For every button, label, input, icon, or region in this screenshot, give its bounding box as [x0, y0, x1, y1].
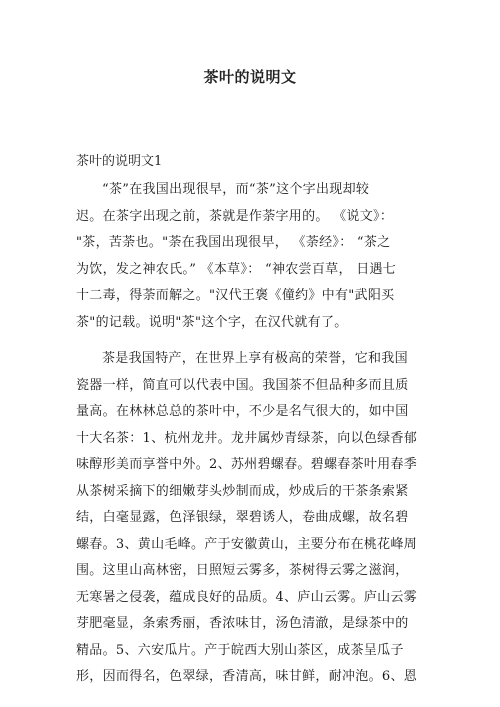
text-line: 茶"的记载。说明"茶"这个字，在汉代就有了。: [76, 314, 348, 330]
text-line: 芽肥毫显，条索秀丽，香浓味甘，汤色清澈，是绿茶中的: [76, 616, 409, 631]
paragraph-1: [76, 177, 428, 336]
document-body: [76, 177, 428, 691]
paragraph-2: [76, 346, 428, 691]
text-line: 十二毒，得荼而解之。"汉代王褒《僮约》中有"武阳买: [76, 288, 395, 303]
document-title: 茶叶的说明文: [203, 68, 297, 86]
text-line: 从茶树采摘下的细嫩芽头炒制而成，炒成后的干茶条索紧: [76, 483, 409, 499]
text-line: 瓷器一样，简直可以代表中国。我国茶不但品种多而且质: [76, 377, 409, 393]
text-line: 形，因而得名，色翠绿，香清高，味甘鲜，耐冲泡。6、恩: [76, 669, 418, 684]
text-line: 结，白毫显露，色泽银绿，翠碧诱人，卷曲成螺，故名碧: [76, 510, 409, 525]
text-line: 量高。在林林总总的茶叶中，不少是名气很大的，如中国: [76, 404, 409, 419]
text-line: "茶，苦荼也。"荼在我国出现很早， 《荼经》： “茶之: [76, 235, 391, 250]
text-line: 十大名茶：1、杭州龙井。龙井属炒青绿茶，向以色绿香郁: [76, 430, 418, 446]
text-line: 茶是我国特产，在世界上享有极高的荣誉，它和我国: [102, 351, 408, 366]
text-line: 迟。在茶字出现之前，茶就是作荼字用的。 《说文》：: [76, 208, 394, 224]
section-title: 茶叶的说明文1: [76, 154, 163, 169]
text-line: 味醇形美而享誉中外。2、苏州碧螺春。碧螺春茶叶用春季: [76, 457, 418, 472]
text-line: 为饮，发之神农氏。” 《本草》： “神农尝百草， 日遇七: [76, 261, 397, 277]
text-line: 精品。5、六安瓜片。产于皖西大别山茶区，成茶呈瓜子: [76, 642, 404, 658]
text-line: 无寒暑之侵袭，蕴成良好的品质。4、庐山云雾。庐山云雾: [76, 589, 418, 605]
text-line: 围。这里山高林密，日照短云雾多，茶树得云雾之滋润，: [76, 563, 409, 578]
text-line: “茶”在我国出现很早，而“茶”这个字出现却较: [102, 182, 370, 197]
text-line: 螺春。3、黄山毛峰。产于安徽黄山，主要分布在桃花峰周: [76, 536, 418, 552]
